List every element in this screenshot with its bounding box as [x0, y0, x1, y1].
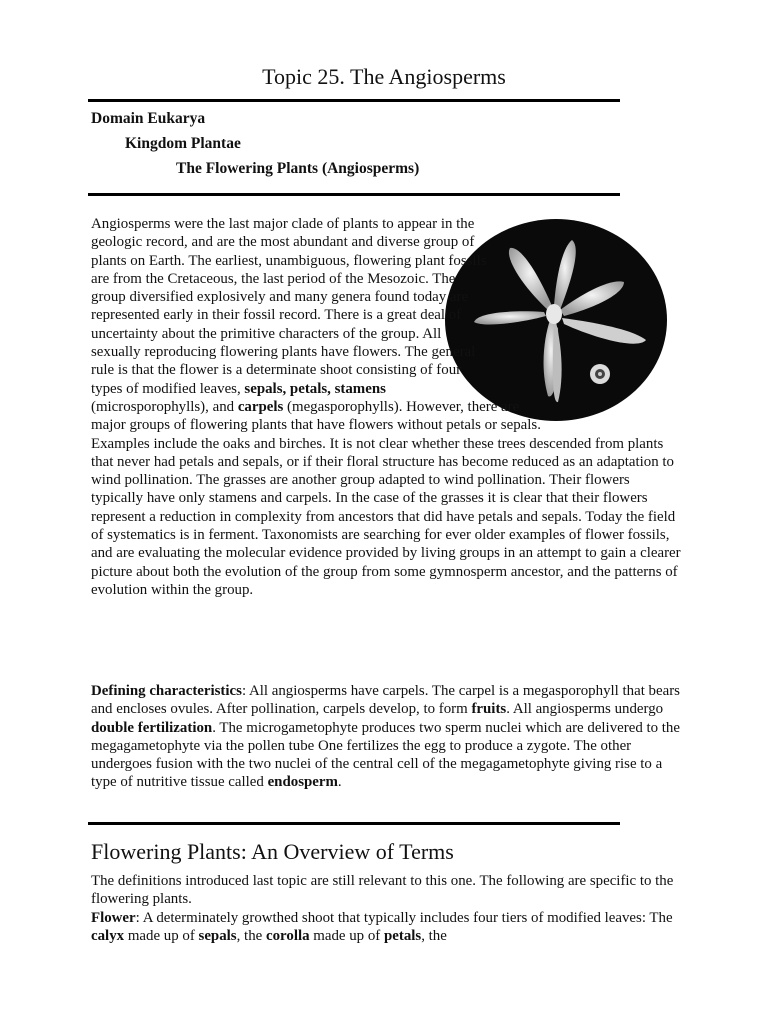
intro-text-1: Angiosperms were the last major clade of plants to appear in the geologic record, and are the most abundant and diverse group of plants on Earth. The earliest, unambiguous, flowering plant fossils are from the Cretaceous, the last period of the Mesozoic. The group diversified explosively and many genera found today are represented early in their fossil record. There is a great deal of uncertainty about the primitive characters of the group. All sexually reproducing flowering plants have flowers. The general rule is that the flower is a determinate shoot consisting of four types of modified leaves, — [91, 216, 487, 397]
divider-section — [88, 822, 620, 825]
page-title: Topic 25. The Angiosperms — [262, 64, 506, 89]
calyx-term: calyx — [91, 927, 125, 944]
sepals-term: sepals — [198, 927, 237, 944]
defining-paragraph — [91, 682, 683, 792]
section-intro-text: The definitions introduced last topic are still relevant to this one. The following are specific to the flowering plants. — [91, 873, 674, 908]
flower-text-3: , the — [236, 927, 266, 944]
defining-text-3: . The microgametophyte produces two sperm nuclei which are delivered to the megagametophyte via the pollen tube One fertilizes the egg to produce a zygote. The other undergoes fusion with the two nuclei of the central cell of the megagametophyte giving rise to a type of nutritive tissue called — [91, 719, 680, 791]
intro-text-3: (megasporophylls). However, there are major groups of flowering plants that have flowers without petals or sepals. Examples include the oaks and birches. It is not clear whether these trees descended from plants that never had petals and sepals, or if their floral structure has become reduced as an adaptation to wind pollination. The grasses are another group adapted to wind pollination. Their flowers typically have only stamens and carpels. In the case of the grasses it is clear that their flowers represent a reduction in complexity from ancestors that did have petals and sepals. Today the field of systematics is in ferment. Taxonomists are searching for ever older examples of flower fossils, and are evaluating the molecular evidence provided by living groups in an attempt to gain a clearer picture about both the evolution of the group from some gymnosperm ancestor, and the patterns of evolution within the group. — [91, 398, 681, 598]
intro-bold-floral-parts: sepals, petals, stamens — [244, 380, 386, 397]
intro-bold-carpels: carpels — [237, 398, 284, 415]
corolla-term: corolla — [265, 927, 310, 944]
flower-term: Flower — [91, 909, 136, 926]
defining-bold-endosperm: endosperm — [267, 774, 338, 791]
divider-taxonomy — [88, 193, 620, 196]
intro-paragraph — [91, 215, 683, 599]
defining-text-2: . All angiosperms undergo — [506, 701, 664, 718]
flower-text-2: made up of — [124, 927, 199, 944]
defining-bold-double-fertilization: double fertilization — [91, 719, 213, 736]
flower-text-1: : A determinately growthed shoot that typically includes four tiers of modified leaves: The — [135, 909, 673, 926]
taxon-group: The Flowering Plants (Angiosperms) — [176, 160, 420, 177]
section-paragraph — [91, 872, 683, 945]
defining-label: Defining characteristics — [91, 683, 242, 699]
intro-text-2: (microsporophylls), and — [91, 398, 238, 415]
petals-term: petals — [383, 927, 422, 944]
defining-text-1: : All angiosperms have carpels. The carpel is a megasporophyll that bears and encloses ovules. After pollination, carpels develop, to form — [91, 683, 680, 718]
divider-top — [88, 99, 620, 102]
defining-bold-fruits: fruits — [471, 701, 507, 718]
taxon-domain: Domain Eukarya — [91, 110, 206, 127]
defining-text-4: . — [337, 774, 342, 791]
flower-text-4: made up of — [309, 927, 384, 944]
section-heading: Flowering Plants: An Overview of Terms — [91, 839, 454, 864]
taxon-kingdom: Kingdom Plantae — [125, 135, 241, 152]
flower-text-5: , the — [421, 927, 447, 944]
